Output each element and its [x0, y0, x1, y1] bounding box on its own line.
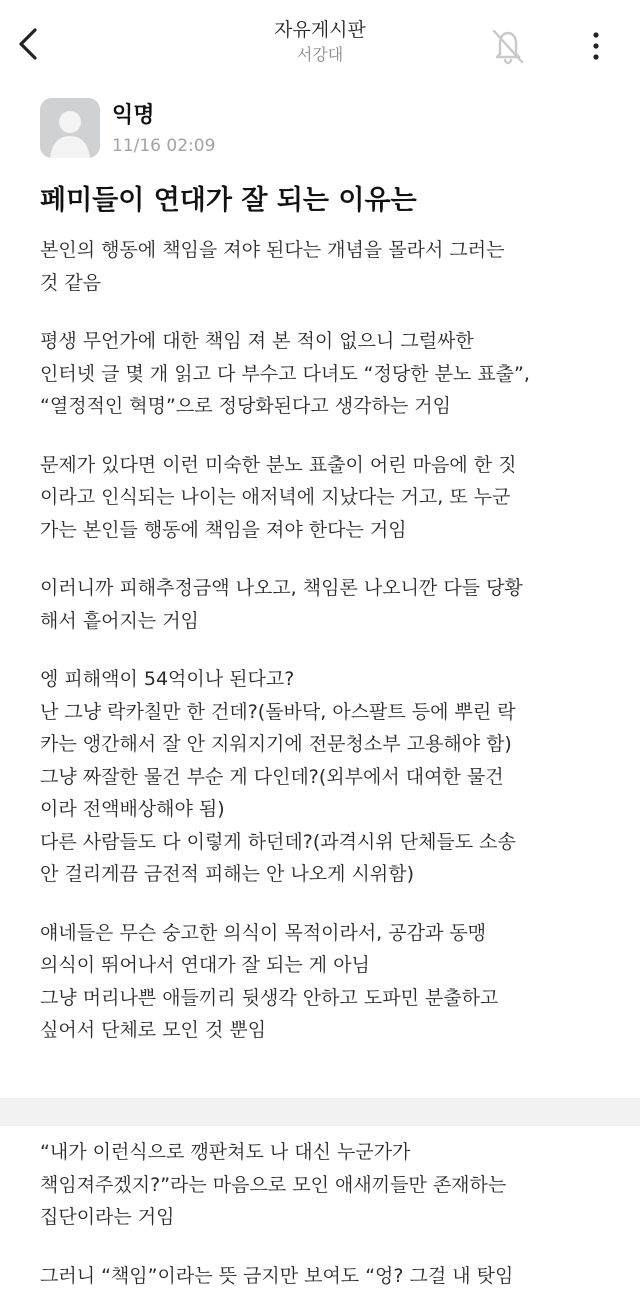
post-text-line: 집단이라는 거임: [40, 1201, 610, 1234]
post-paragraph: [40, 917, 610, 1047]
more-options-button[interactable]: [578, 24, 614, 68]
post-paragraph: [40, 449, 610, 547]
post-text-line: 난 그냥 락카칠만 한 건데?(돌바닥, 아스팔트 등에 뿌린 락: [40, 696, 610, 729]
default-profile-icon: [40, 98, 100, 158]
post-title: 페미들이 연대가 잘 되는 이유는: [40, 178, 610, 217]
post-text-line: 이라고 인식되는 나이는 애저녁에 지났다는 거고, 또 누군: [40, 481, 610, 514]
top-bar: [0, 0, 640, 88]
board-title: 자유게시판: [170, 18, 470, 42]
post-text-line: 다른 사람들도 다 이렇게 하던데?(과격시위 단체들도 소송: [40, 826, 610, 859]
post-timestamp: 11/16 02:09: [112, 136, 215, 156]
post-text-line: 그냥 머리나쁜 애들끼리 뒷생각 안하고 도파민 분출하고: [40, 982, 610, 1015]
post-text-line: 해서 흩어지는 거임: [40, 605, 610, 638]
post-text-line: “내가 이런식으로 깽판쳐도 나 대신 누군가가: [40, 1136, 610, 1169]
post-text-line: 카는 앵간해서 잘 안 지워지기에 전문청소부 고용해야 함): [40, 728, 610, 761]
post-text-line: 문제가 있다면 이런 미숙한 분노 표출이 어린 마음에 한 짓: [40, 449, 610, 482]
post-paragraph: [40, 572, 610, 637]
post-body: [40, 234, 610, 1073]
post-paragraph: [40, 663, 610, 891]
post-text-line: 그냥 짜잘한 물건 부순 게 다인데?(외부에서 대여한 물건: [40, 761, 610, 794]
post-continuation: [40, 1136, 610, 1292]
post-text-line: 얘네들은 무슨 숭고한 의식이 목적이라서, 공감과 동맹: [40, 917, 610, 950]
back-button[interactable]: [8, 18, 48, 70]
post-text-line: 책임져주겠지?”라는 마음으로 모인 애새끼들만 존재하는: [40, 1169, 610, 1202]
notification-toggle-button[interactable]: [488, 24, 528, 68]
post-text-line: 의식이 뛰어나서 연대가 잘 되는 게 아님: [40, 949, 610, 982]
post-text-line: 이라 전액배상해야 됨): [40, 793, 610, 826]
post-paragraph: [40, 1136, 610, 1234]
post-text-line: 이러니까 피해추정금액 나오고, 책임론 나오니깐 다들 당황: [40, 572, 610, 605]
post-text-line: 평생 무언가에 대한 책임 져 본 적이 없으니 그럴싸한: [40, 325, 610, 358]
post-text-line: 싶어서 단체로 모인 것 뿐임: [40, 1014, 610, 1047]
post-paragraph: [40, 234, 610, 299]
bell-off-icon: [489, 26, 527, 66]
post-text-line-partial: 그러니 “책임”이라는 뜻 금지만 보여도 “엉? 그걸 내 탓임: [40, 1260, 610, 1292]
post-text-line: “열정적인 혁명”으로 정당화된다고 생각하는 거임: [40, 390, 610, 423]
header-title-group: [170, 18, 470, 66]
post-text-line: 것 같음: [40, 267, 610, 300]
post-text-line: 가는 본인들 행동에 책임을 져야 한다는 거임: [40, 514, 610, 547]
post-paragraph: [40, 325, 610, 423]
board-subtitle: 서강대: [170, 44, 470, 66]
post-text-line: 인터넷 글 몇 개 읽고 다 부수고 다녀도 “정당한 분노 표출”,: [40, 358, 610, 391]
author-name: 익명: [112, 98, 155, 129]
avatar: [40, 98, 100, 158]
post-text-line: 본인의 행동에 책임을 져야 된다는 개념을 몰라서 그러는: [40, 234, 610, 267]
post-text-line: 안 걸리게끔 금전적 피해는 안 나오게 시위함): [40, 858, 610, 891]
chevron-left-icon: [16, 27, 40, 61]
section-divider: [0, 1098, 640, 1126]
more-vertical-icon: [591, 31, 601, 61]
post-text-line: 엥 피해액이 54억이나 된다고?: [40, 663, 610, 696]
